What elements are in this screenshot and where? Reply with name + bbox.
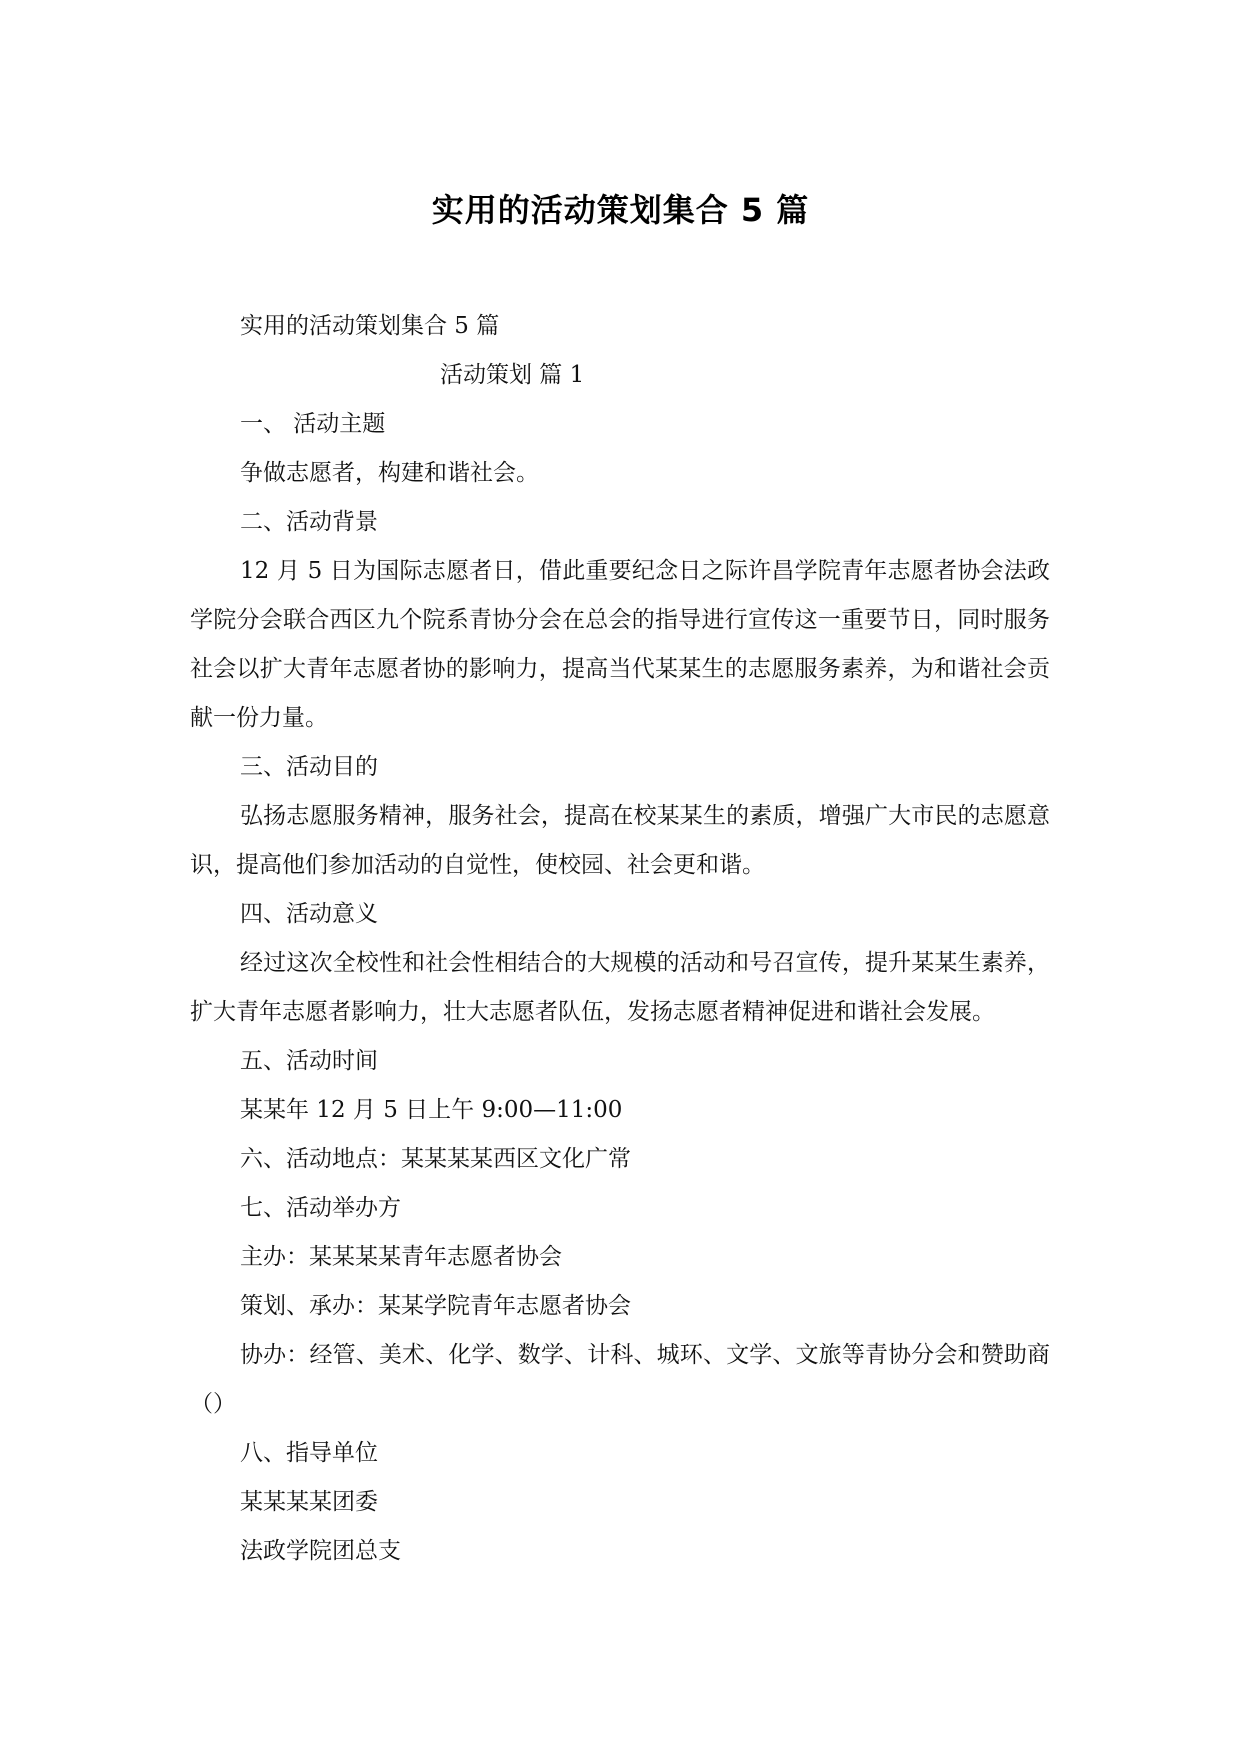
heading-activity-theme: 一、 活动主题 — [240, 411, 386, 437]
paragraph-background: 12 月 5 日为国际志愿者日，借此重要纪念日之际许昌学院青年志愿者协会法政学院分会联合西区九个院系青协分会在总会的指导进行宣传这一重要节日，同时服务社会以扩大青年志愿者协的影响力，提高当代某某生的志愿服务素养，为和谐社会贡献一份力量。 — [190, 558, 1050, 731]
heading-activity-significance: 四、活动意义 — [240, 901, 378, 927]
paragraph-theme: 争做志愿者，构建和谐社会。 — [240, 460, 539, 486]
heading-activity-time: 五、活动时间 — [240, 1048, 378, 1074]
heading-activity-background: 二、活动背景 — [240, 509, 378, 535]
paragraph-host: 主办：某某某某青年志愿者协会 — [240, 1244, 562, 1270]
paragraph-guiding-unit-2: 法政学院团总支 — [240, 1538, 401, 1564]
paragraph-significance: 经过这次全校性和社会性相结合的大规模的活动和号召宣传，提升某某生素养，扩大青年志愿者影响力，壮大志愿者队伍，发扬志愿者精神促进和谐社会发展。 — [190, 950, 1050, 1025]
paragraph-guiding-unit-1: 某某某某团委 — [240, 1489, 378, 1515]
paragraph-purpose: 弘扬志愿服务精神，服务社会，提高在校某某生的素质，增强广大市民的志愿意识，提高他们参加活动的自觉性，使校园、社会更和谐。 — [190, 803, 1050, 878]
paragraph-subtitle: 实用的活动策划集合 5 篇 — [240, 313, 500, 339]
paragraph-location: 六、活动地点：某某某某西区文化广常 — [240, 1146, 631, 1172]
paragraph-planner: 策划、承办：某某学院青年志愿者协会 — [240, 1293, 631, 1319]
paragraph-time: 某某年 12 月 5 日上午 9:00—11:00 — [240, 1097, 623, 1123]
heading-organizers: 七、活动举办方 — [240, 1195, 401, 1221]
paragraph-co-organizers: 协办：经管、美术、化学、数学、计科、城环、文学、文旅等青协分会和赞助商（） — [190, 1342, 1050, 1417]
heading-activity-purpose: 三、活动目的 — [240, 754, 378, 780]
heading-guiding-units: 八、指导单位 — [240, 1440, 378, 1466]
document-title: 实用的活动策划集合 5 篇 — [431, 191, 810, 229]
document-body — [190, 302, 1050, 1576]
section-heading-part-1: 活动策划 篇 1 — [440, 362, 585, 388]
